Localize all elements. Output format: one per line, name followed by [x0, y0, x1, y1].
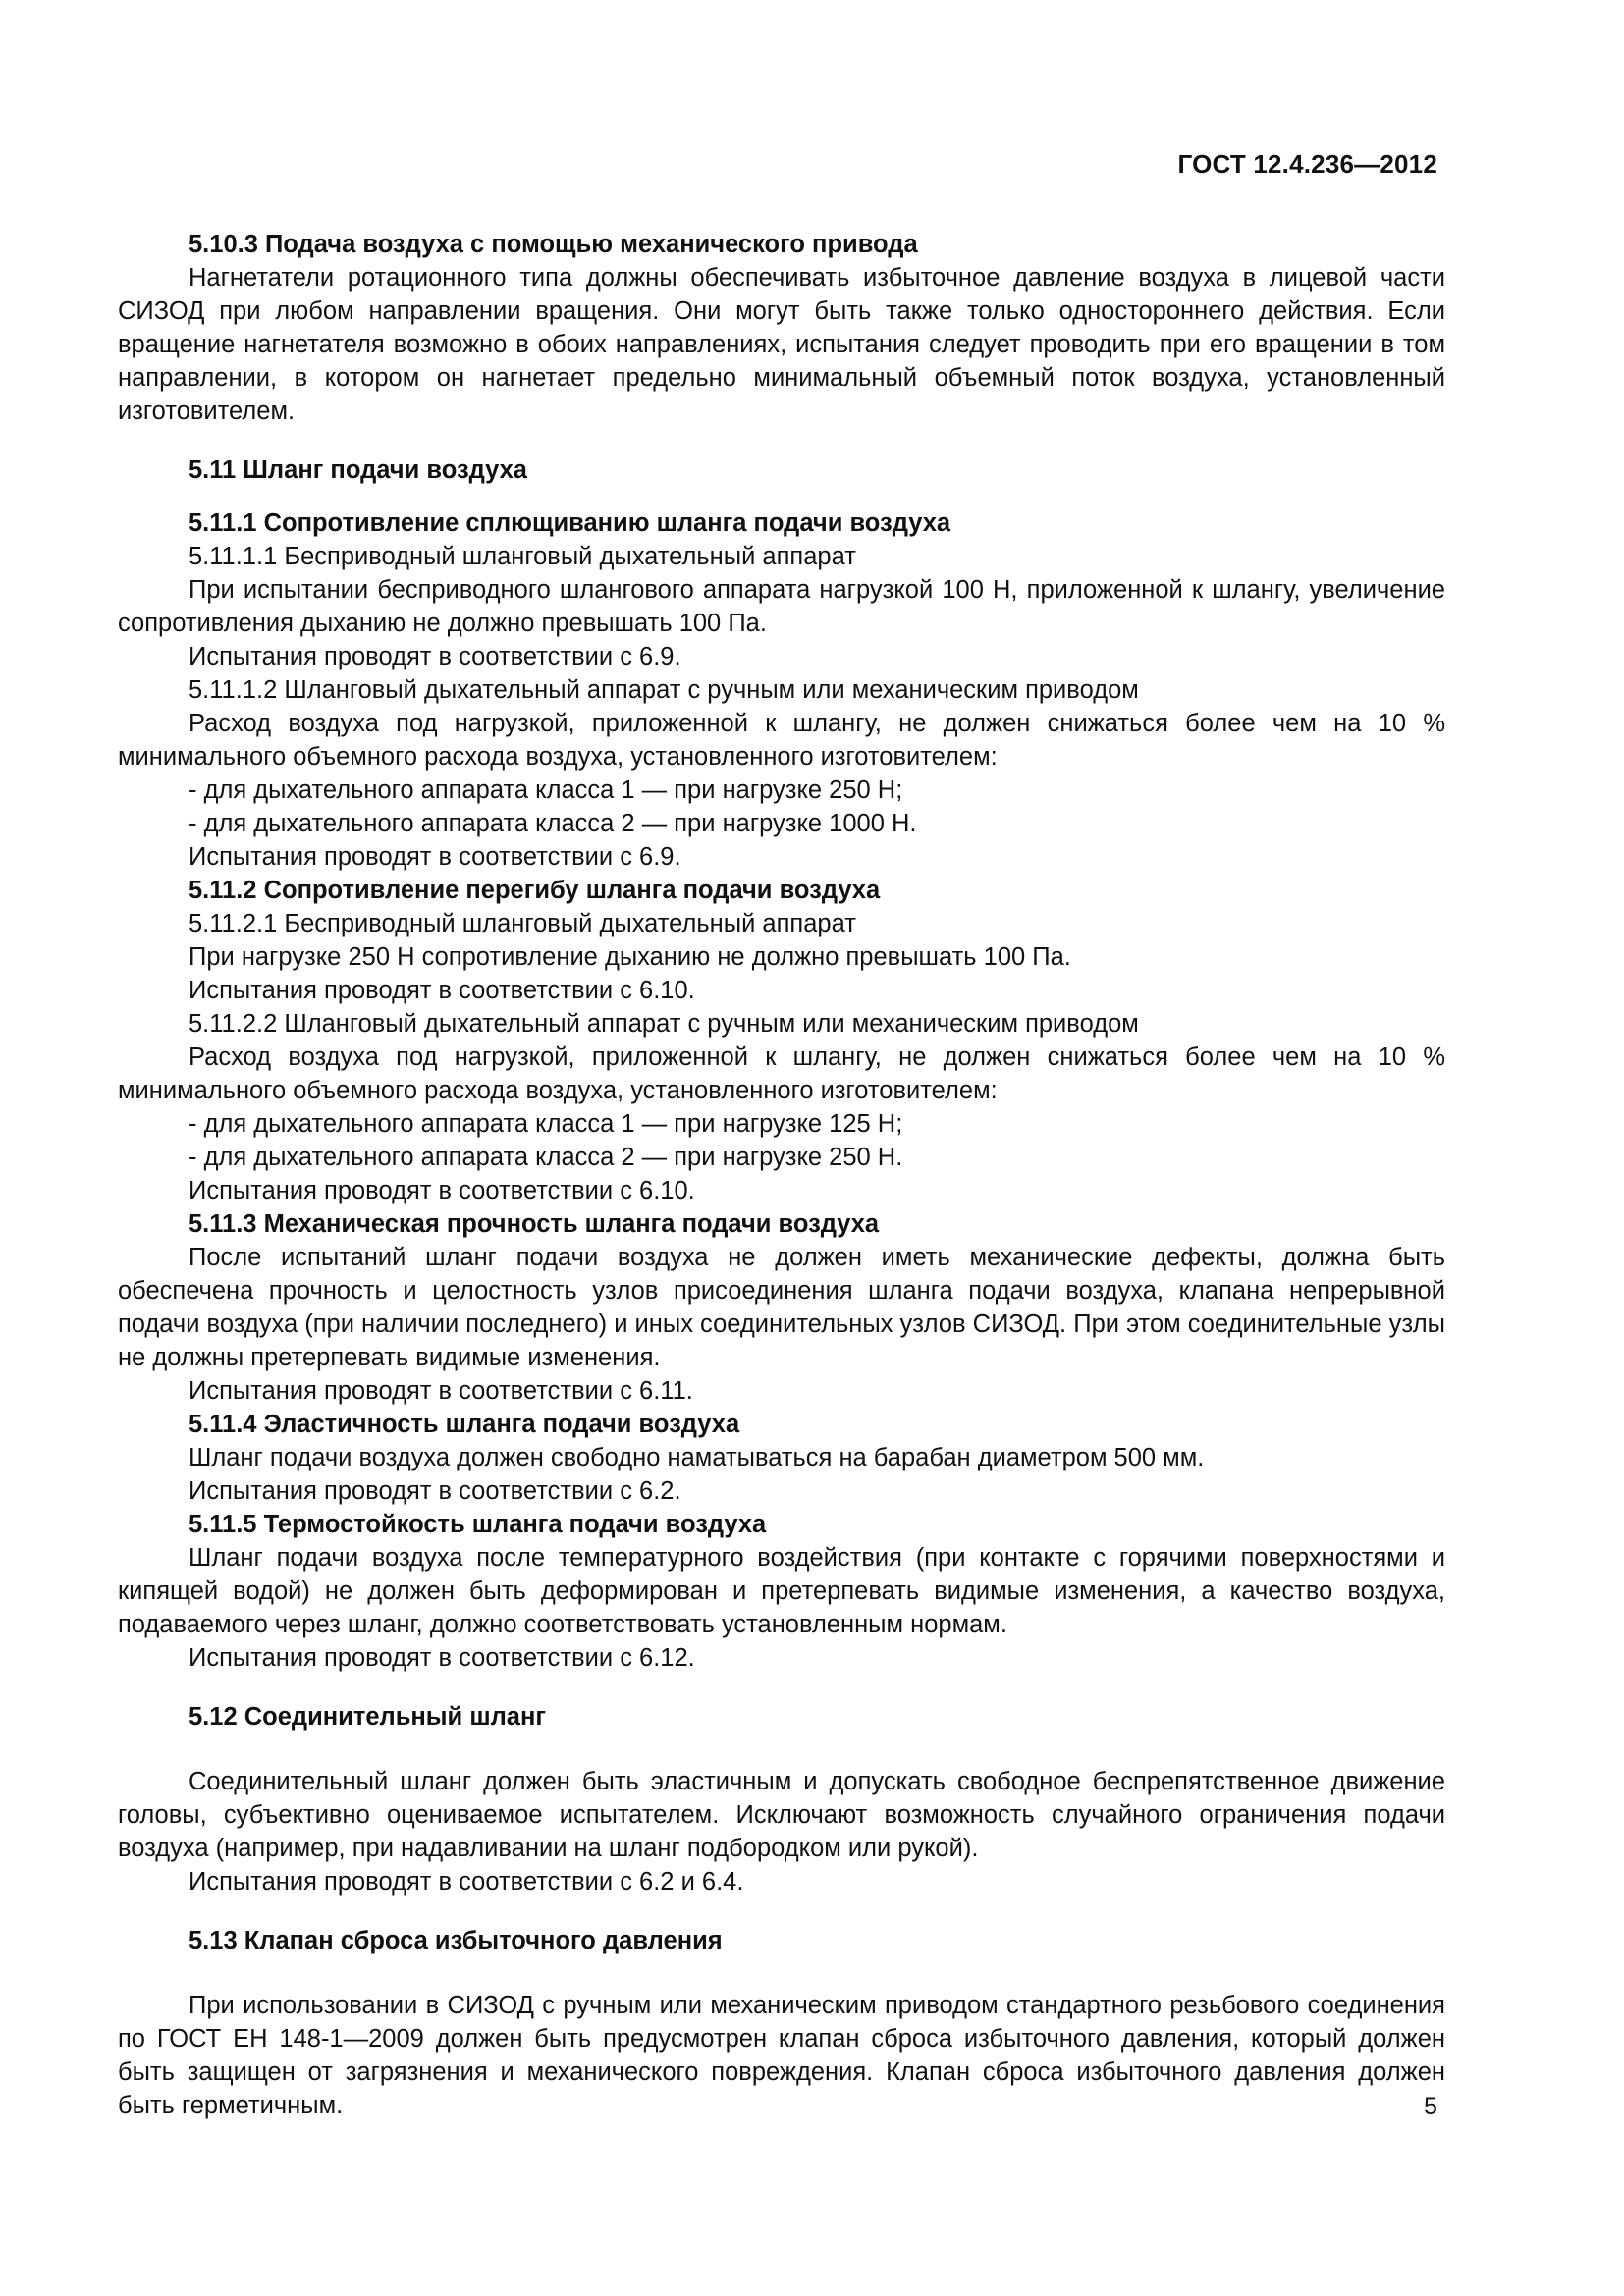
list-item: - для дыхательного аппарата класса 1 — при нагрузке 250 Н; [189, 776, 903, 804]
paragraph: Испытания проводят в соответствии с 6.9. [189, 843, 681, 871]
heading-5-13: 5.13 Клапан сброса избыточного давления [189, 1927, 723, 1954]
heading-5-11-4: 5.11.4 Эластичность шланга подачи воздуха [189, 1411, 740, 1438]
heading-5-11-1: 5.11.1 Сопротивление сплющиванию шланга подачи воздуха [189, 509, 951, 537]
paragraph: Расход воздуха под нагрузкой, приложенной к шлангу, не должен снижаться более чем на 10 % минимального объемного расхода воздуха, установленного изготовителем: [118, 1043, 1445, 1104]
heading-5-10-3: 5.10.3 Подача воздуха с помощью механического привода [189, 231, 918, 258]
paragraph: Нагнетатели ротационного типа должны обеспечивать избыточное давление воздуха в лицевой части СИЗОД при любом направлении вращения. Они могут быть также только одностороннего действия. Если вращение нагнетателя возможно в обоих направлениях, испытания следует проводить при его вращении в том направлении, в котором он нагнетает предельно минимальный объемный поток воздуха, установленный изготовителем. [118, 264, 1445, 425]
heading-5-11-3: 5.11.3 Механическая прочность шланга подачи воздуха [189, 1210, 880, 1238]
subheading-5-11-2-1: 5.11.2.1 Бесприводный шланговый дыхательный аппарат [189, 910, 856, 937]
list-item: - для дыхательного аппарата класса 2 — при нагрузке 250 Н. [189, 1144, 903, 1171]
heading-5-11: 5.11 Шланг подачи воздуха [189, 456, 527, 484]
paragraph: При нагрузке 250 Н сопротивление дыханию не должно превышать 100 Па. [189, 943, 1071, 971]
paragraph: При испытании бесприводного шлангового аппарата нагрузкой 100 Н, приложенной к шлангу, увеличение сопротивления дыханию не должно превышать 100 Па. [118, 576, 1445, 637]
document-body [118, 228, 1445, 2122]
paragraph: Испытания проводят в соответствии с 6.2 и 6.4. [189, 1868, 744, 1896]
heading-5-12: 5.12 Соединительный шланг [189, 1703, 546, 1731]
paragraph: Испытания проводят в соответствии с 6.10. [189, 977, 695, 1004]
paragraph: Шланг подачи воздуха после температурного воздействия (при контакте с горячими поверхностями и кипящей водой) не должен быть деформирован и претерпевать видимые изменения, а качество воздуха, подаваемого через шланг, должно соответствовать установленным нормам. [118, 1544, 1445, 1638]
heading-5-11-2: 5.11.2 Сопротивление перегибу шланга подачи воздуха [189, 877, 881, 904]
document-code: ГОСТ 12.4.236—2012 [1177, 149, 1437, 179]
paragraph: Испытания проводят в соответствии с 6.2. [189, 1477, 681, 1505]
paragraph: Испытания проводят в соответствии с 6.9. [189, 643, 681, 670]
paragraph: Испытания проводят в соответствии с 6.12. [189, 1644, 695, 1672]
list-item: - для дыхательного аппарата класса 2 — при нагрузке 1000 Н. [189, 810, 917, 837]
heading-5-11-5: 5.11.5 Термостойкость шланга подачи воздуха [189, 1511, 767, 1538]
page-number: 5 [1424, 2093, 1437, 2120]
subheading-5-11-1-1: 5.11.1.1 Бесприводный шланговый дыхательный аппарат [189, 543, 856, 570]
paragraph: Испытания проводят в соответствии с 6.11. [189, 1377, 693, 1405]
subheading-5-11-2-2: 5.11.2.2 Шланговый дыхательный аппарат с ручным или механическим приводом [189, 1010, 1139, 1038]
paragraph: После испытаний шланг подачи воздуха не должен иметь механические дефекты, должна быть обеспечена прочность и целостность узлов присоединения шланга подачи воздуха, клапана непрерывной подачи воздуха (при наличии последнего) и иных соединительных узлов СИЗОД. При этом соединительные узлы не должны претерпевать видимые изменения. [118, 1244, 1445, 1371]
paragraph: Расход воздуха под нагрузкой, приложенной к шлангу, не должен снижаться более чем на 10 % минимального объемного расхода воздуха, установленного изготовителем: [118, 710, 1445, 771]
paragraph: При использовании в СИЗОД с ручным или механическим приводом стандартного резьбового соединения по ГОСТ ЕН 148-1—2009 должен быть предусмотрен клапан сброса избыточного давления, который должен быть защищен от загрязнения и механического повреждения. Клапан сброса избыточного давления должен быть герметичным. [118, 1992, 1445, 2119]
paragraph: Соединительный шланг должен быть эластичным и допускать свободное беспрепятственное движение головы, субъективно оцениваемое испытателем. Исключают возможность случайного ограничения подачи воздуха (например, при надавливании на шланг подбородком или рукой). [118, 1768, 1445, 1862]
list-item: - для дыхательного аппарата класса 1 — при нагрузке 125 Н; [189, 1110, 903, 1138]
paragraph: Испытания проводят в соответствии с 6.10. [189, 1177, 695, 1204]
subheading-5-11-1-2: 5.11.1.2 Шланговый дыхательный аппарат с ручным или механическим приводом [189, 676, 1139, 704]
paragraph: Шланг подачи воздуха должен свободно наматываться на барабан диаметром 500 мм. [189, 1444, 1205, 1471]
